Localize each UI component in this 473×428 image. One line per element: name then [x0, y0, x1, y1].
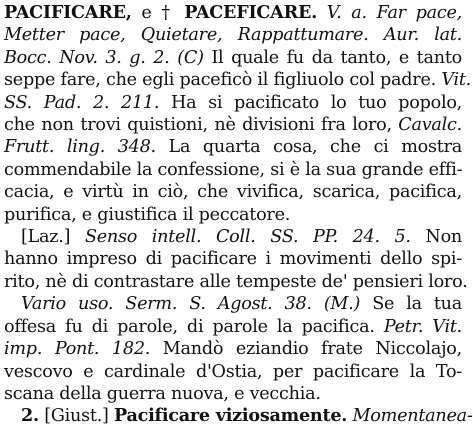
citation-text: Petr. Vit.	[383, 316, 462, 337]
entry-line	[4, 136, 462, 158]
entry-line	[4, 114, 462, 136]
entry-line	[4, 159, 462, 181]
citation-text: SS. Pad. 2. 211.	[4, 92, 160, 113]
headword-text: PACEFICARE.	[184, 2, 317, 23]
headword-text: 2.	[21, 405, 39, 427]
entry-line	[4, 383, 462, 405]
body-text: Non	[410, 227, 462, 248]
entry-line	[4, 181, 462, 203]
entry-line	[4, 47, 462, 69]
body-text: Mandò eziandio frate Niccolajo,	[150, 339, 462, 360]
body-text: Il quale fu da tanto, e tanto	[203, 47, 462, 68]
entry-line	[4, 293, 462, 315]
body-text: e †	[131, 3, 185, 23]
body-text: hanno impreso di pacificare i movimenti dello spi-	[4, 249, 462, 270]
body-text: seppe fare, che egli paceficò il figliuolo col padre.	[4, 70, 442, 91]
body-text: commendabile la confessione, si è la sua grande effi-	[4, 159, 463, 180]
body-text: purifica, e giustifica il peccatore.	[4, 204, 291, 225]
headword-text: Pacificare viziosamente.	[114, 405, 348, 427]
entry-line	[4, 248, 462, 270]
body-text: Ha si pacificato lo tuo popolo,	[159, 92, 463, 113]
entry-line	[4, 271, 468, 293]
entry-line	[4, 92, 462, 114]
citation-text: Momentanea-	[347, 406, 473, 427]
citation-text: Frutt. ling. 348.	[4, 137, 156, 158]
entry-line	[4, 204, 462, 226]
citation-text: Vario uso. Serm. S. Agost. 38. (M.)	[21, 294, 361, 315]
body-text: [Giust.]	[38, 406, 114, 427]
citation-text: imp. Pont. 182.	[4, 339, 151, 360]
entry-line	[4, 316, 462, 338]
body-text: offesa fu di parole, di parole la pacifica.	[4, 316, 384, 337]
body-text: scana della guerra nuova, e vecchia.	[4, 383, 321, 404]
entry-line	[4, 405, 473, 427]
citation-text: Senso intell. Coll. SS. PP. 24. 5.	[84, 227, 411, 248]
body-text: cacia, e virtù in ciò, che vivifica, scarica, pacifica,	[4, 182, 462, 203]
headword-text: PACIFICARE,	[4, 2, 132, 23]
citation-text: Vit.	[441, 70, 471, 91]
entry-line	[4, 2, 462, 24]
citation-text: Metter pace, Quietare, Rappattumare. Aur. lat.	[4, 25, 462, 46]
body-text: rito, nè di contrastare alle tempeste de' pensieri loro.	[4, 271, 468, 292]
body-text: che non trovi quistioni, nè divisioni fra loro,	[4, 115, 399, 136]
entry-text	[4, 2, 473, 428]
body-text: La quarta cosa, che ci mostra	[155, 137, 462, 158]
entry-line	[4, 69, 471, 91]
body-text: vescovo e cardinale d'Ostia, per pacificare la To-	[4, 361, 462, 382]
entry-line	[4, 226, 462, 248]
entry-line	[4, 361, 462, 383]
entry-line	[4, 24, 462, 46]
body-text: [Laz.]	[21, 227, 85, 248]
body-text: Se la tua	[360, 294, 462, 315]
entry-line	[4, 338, 462, 360]
citation-text: V. a. Far pace,	[316, 3, 462, 23]
citation-text: Cavalc.	[398, 115, 462, 136]
citation-text: Bocc. Nov. 3. g. 2. (C)	[4, 47, 204, 68]
